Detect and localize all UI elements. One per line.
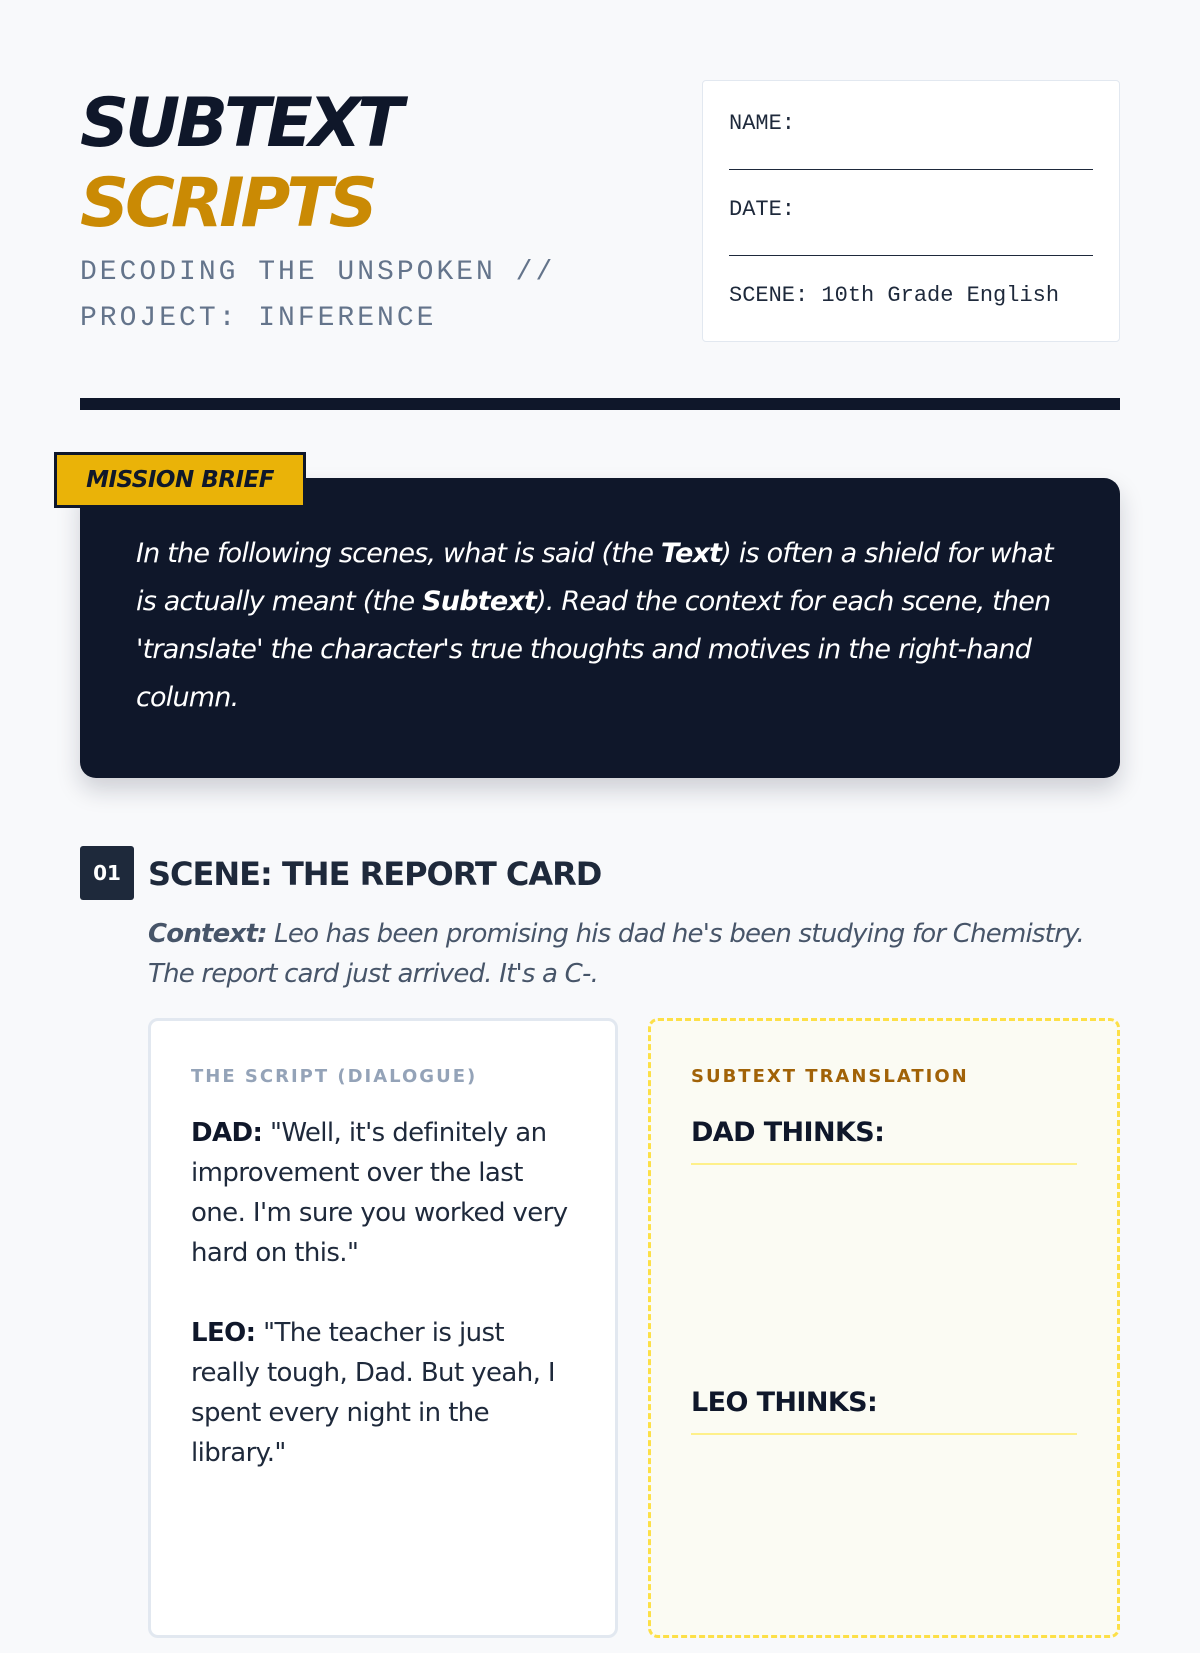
dialogue-line-dad: [191, 1113, 575, 1273]
speaker-leo: LEO:: [191, 1318, 256, 1348]
leo-thinks-label: LEO THINKS:: [691, 1383, 1077, 1435]
scene-label: SCENE: 10th Grade English: [729, 283, 1060, 308]
mission-brief-box: [80, 478, 1120, 778]
header-divider: [80, 398, 1120, 410]
brief-text-part-1: In the following scenes, what is said (the: [136, 538, 661, 569]
script-dialogue-box: [148, 1018, 618, 1638]
title-line-1: SUBTEXT: [80, 84, 400, 163]
subtext-translation-box: [648, 1018, 1120, 1638]
mission-brief-text: [136, 530, 1066, 722]
title-line-2: SCRIPTS: [80, 164, 374, 243]
dad-thinks-answer-area[interactable]: [691, 1165, 1077, 1383]
scene-title: SCENE: THE REPORT CARD: [148, 855, 602, 893]
translation-label: SUBTEXT TRANSLATION: [691, 1066, 969, 1087]
script-label: THE SCRIPT (DIALOGUE): [191, 1066, 478, 1087]
brief-bold-subtext: Subtext: [422, 586, 537, 617]
context-label: Context:: [148, 919, 267, 949]
dad-line-text: "Well, it's definitely an improvement over the last one. I'm sure you worked very hard on this.": [191, 1118, 568, 1268]
speaker-dad: DAD:: [191, 1118, 263, 1148]
scene-number-badge: 01: [80, 846, 134, 900]
name-label: NAME:: [729, 111, 796, 136]
brief-text-part-3: ). Read the context for each scene, then 'translate' the character's true thoughts and motives in the right-hand column.: [136, 586, 1051, 713]
brief-bold-text: Text: [660, 538, 722, 569]
name-fill-line[interactable]: [729, 157, 1093, 197]
worksheet-page: [80, 0, 1120, 1600]
student-info-card: [702, 80, 1120, 342]
context-text: Leo has been promising his dad he's been studying for Chemistry. The report card just arrived. It's a C-.: [148, 919, 1084, 989]
brand-block: [80, 84, 680, 342]
scene-context: [148, 914, 1120, 994]
dad-thinks-label: DAD THINKS:: [691, 1113, 1077, 1165]
subtitle: DECODING THE UNSPOKEN // PROJECT: INFERENCE: [80, 257, 556, 334]
date-label: DATE:: [729, 197, 796, 222]
mission-brief-tag: MISSION BRIEF: [54, 452, 306, 508]
brief-text-part-2: ) is often a shield for what is actually meant (the: [136, 538, 1053, 617]
leo-line-text: "The teacher is just really tough, Dad. But yeah, I spent every night in the library.": [191, 1318, 555, 1468]
date-fill-line[interactable]: [729, 243, 1093, 283]
dialogue-line-leo: [191, 1313, 575, 1473]
leo-thinks-answer-area[interactable]: [691, 1435, 1077, 1653]
